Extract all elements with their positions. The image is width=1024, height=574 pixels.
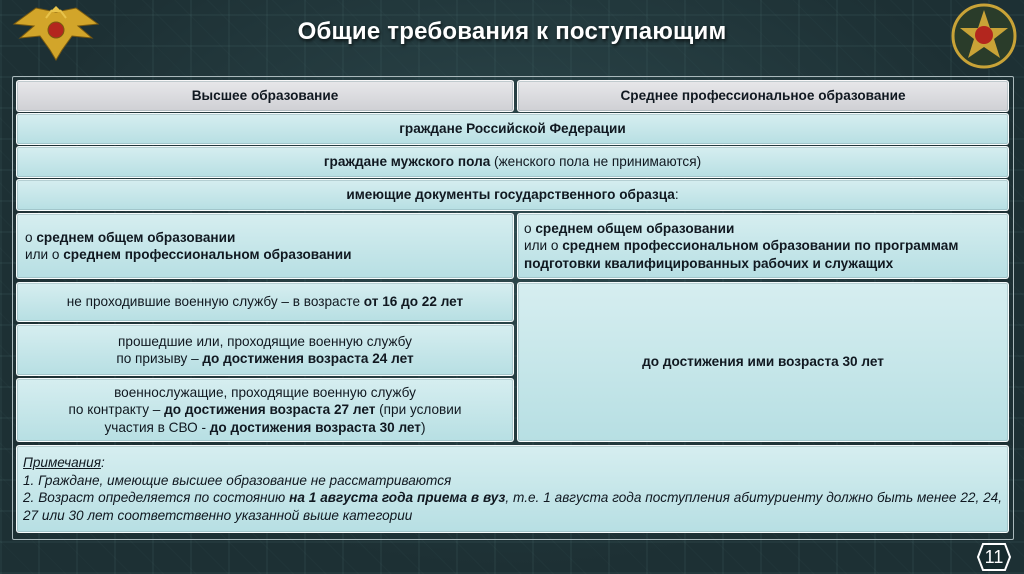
row-citizenship-text: граждане Российской Федерации xyxy=(399,121,626,137)
text-fragment-bold: среднем профессиональном образовании xyxy=(63,247,352,262)
text-fragment-bold: до достижения возраста 24 лет xyxy=(202,351,414,366)
text-fragment-bold: среднем общем образовании xyxy=(36,229,236,245)
age-secondary-limit xyxy=(517,282,1009,442)
text-fragment: ) xyxy=(420,419,426,435)
note-2 xyxy=(23,489,1002,524)
text-fragment-bold: среднем общем образовании xyxy=(535,220,735,236)
text-fragment: (при условии xyxy=(375,402,462,418)
text-fragment: не проходившие военную службу – в возрасте xyxy=(66,294,364,310)
text-fragment: о xyxy=(25,229,37,245)
text-fragment-bold: среднем профессиональном образовании по программам xyxy=(562,238,959,254)
age-not-served-text xyxy=(67,293,463,311)
education-docs-higher-line-2 xyxy=(25,246,513,264)
page-number: 11 xyxy=(984,547,1004,567)
education-docs-secondary-line-1 xyxy=(524,220,1008,238)
age-contract xyxy=(16,378,514,442)
page-number-badge xyxy=(976,542,1012,572)
education-docs-secondary-line-3 xyxy=(524,255,1008,273)
slide-header xyxy=(0,0,1024,70)
age-secondary-limit-text: до достижения ими возраста 30 лет xyxy=(642,354,884,370)
text-fragment: , т.е. 1 августа года поступления абитуриенту должно быть менее 22, 24, 27 или 30 лет соответственно указанной выше категории xyxy=(23,490,1003,523)
text-fragment-bold: подготовки квалифицированных рабочих и служащих xyxy=(524,255,894,271)
text-fragment: или о xyxy=(25,247,64,262)
education-docs-secondary-line-2 xyxy=(524,237,1008,255)
text-fragment: о xyxy=(524,220,536,236)
text-fragment: 2. Возраст определяется по состоянию xyxy=(23,490,290,505)
row-documents-rest: : xyxy=(674,187,679,203)
column-header-label: Высшее образование xyxy=(191,88,339,104)
text-fragment: или о xyxy=(524,238,563,254)
notes-heading xyxy=(23,454,1002,472)
page-title: Общие требования к поступающим xyxy=(297,18,727,45)
row-gender-rest: (женского пола не принимаются) xyxy=(490,154,702,170)
age-contract-line-2 xyxy=(69,401,462,419)
age-conscript-line-2 xyxy=(116,350,413,368)
column-header-secondary-education xyxy=(517,80,1009,112)
notes-heading-label: Примечания xyxy=(23,455,101,470)
text-fragment-bold: до достижения возраста 30 лет xyxy=(209,419,421,435)
column-header-higher-education xyxy=(16,80,514,112)
note-1: 1. Граждане, имеющие высшее образование не рассматриваются xyxy=(23,472,452,488)
text-fragment-bold: на 1 августа года приема в вуз xyxy=(289,490,506,505)
age-contract-line-1: военнослужащие, проходящие военную службу xyxy=(114,384,416,400)
row-documents xyxy=(16,179,1009,211)
text-fragment: участия в СВО - xyxy=(104,419,210,435)
notes-section xyxy=(16,445,1009,533)
age-conscript xyxy=(16,324,514,376)
education-docs-higher xyxy=(16,213,514,279)
age-contract-line-3 xyxy=(104,419,425,437)
age-not-served xyxy=(16,282,514,322)
education-docs-higher-line-1 xyxy=(25,229,513,247)
text-fragment-bold: от 16 до 22 лет xyxy=(363,294,464,310)
row-gender-bold: граждане мужского пола xyxy=(323,154,491,170)
education-docs-secondary xyxy=(517,213,1009,279)
column-header-label: Среднее профессиональное образование xyxy=(620,88,906,104)
age-conscript-line-1: прошедшие или, проходящие военную службу xyxy=(118,333,412,349)
text-fragment: по контракту – xyxy=(68,402,165,418)
row-gender xyxy=(16,146,1009,178)
row-documents-bold: имеющие документы государственного образца xyxy=(346,187,675,203)
text-fragment: по призыву – xyxy=(116,351,203,366)
row-citizenship xyxy=(16,113,1009,145)
row-gender-text xyxy=(324,153,701,171)
text-fragment-bold: до достижения возраста 27 лет xyxy=(164,402,376,418)
notes-heading-colon: : xyxy=(101,455,105,470)
row-documents-text xyxy=(346,186,678,204)
academy-badge-icon xyxy=(950,2,1018,70)
